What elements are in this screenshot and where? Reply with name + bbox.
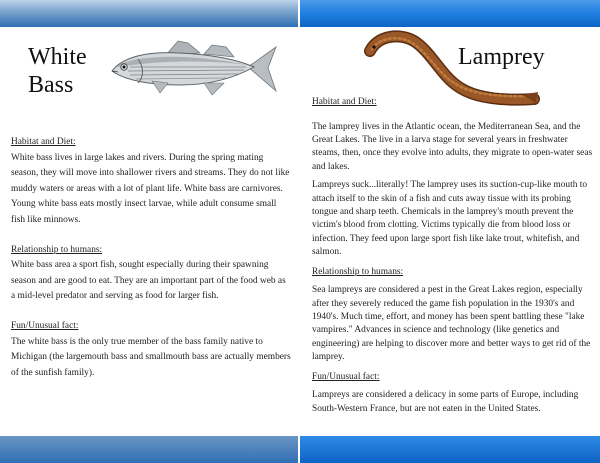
lamprey-habitat-heading: Habitat and Diet:: [312, 97, 377, 107]
lamprey-relationship-heading: Relationship to humans:: [312, 266, 404, 277]
bottom-banner-right: [300, 436, 600, 463]
white-bass-relationship-heading: Relationship to humans:: [11, 244, 103, 255]
white-bass-title: White Bass: [28, 44, 87, 98]
lamprey-fun-heading: Fun/Unusual fact:: [312, 371, 380, 382]
white-bass-relationship-text: White bass area a sport fish, sought especially during their spawning season and are good to eat. They are an important part of the food web as a mid-level predator and serving as food for larger fish.: [11, 260, 286, 302]
lamprey-title: Lamprey: [458, 44, 545, 70]
white-bass-habitat-heading: Habitat and Diet:: [11, 137, 76, 147]
lamprey-fun-text: Lampreys are considered a delicacy in some parts of Europe, including South-Western France, but are not eaten in the United States.: [312, 390, 579, 414]
lamprey-habitat-text-2: Lampreys suck...literally! The lamprey uses its suction-cup-like mouth to attach itself to the skin of a fish and cuts away tissue with its probing tongue and sharp teeth. Chemicals in the lamprey's mouth prevent the victim's blood from clotting. Victims typically die from blood loss or infection. They feed upon large sport fish like lake trout, whitefish, and salmon.: [312, 180, 588, 258]
lamprey-text-column: [312, 95, 594, 421]
lamprey-habitat-text-1: The lamprey lives in the Atlantic ocean, the Mediterranean Sea, and the Great Lakes. The live in a larva stage for several years in freshwater steams, then, once they evolve into adults, they migrate to open-water seas and lakes.: [312, 121, 593, 172]
white-bass-panel: [0, 27, 300, 436]
white-bass-text-column: [11, 135, 291, 381]
white-bass-fun-heading: Fun/Unusual fact:: [11, 320, 79, 331]
lamprey-panel: [300, 27, 600, 436]
top-banner: [0, 0, 600, 27]
bottom-banner-left: [0, 436, 298, 463]
top-banner-right: [300, 0, 600, 27]
bottom-banner: [0, 436, 600, 463]
white-bass-habitat-text: White bass lives in large lakes and rivers. During the spring mating season, they will move into shallower rivers and streams. They do not like muddy waters or areas with a lot of plant life. White bass are carnivores. Young white bass eats mostly insect larvae, while adult consume small fish like minnows.: [11, 152, 290, 225]
white-bass-fun-text: The white bass is the only true member of the bass family native to Michigan (the largemouth bass and smallmouth bass are actually members of the sunfish family).: [11, 336, 291, 378]
top-banner-left: [0, 0, 298, 27]
white-bass-fish-icon: [108, 37, 278, 99]
lamprey-relationship-text: Sea lampreys are considered a pest in the Great Lakes region, especially after they severely reduced the game fish population in the 1930's and 1940's. Much time, effort, and money has been spent battling these "lake vampires." Advances in science and technology (like genetics and engineering) are helping to discover more and better ways to get rid of the lamprey.: [312, 285, 591, 363]
